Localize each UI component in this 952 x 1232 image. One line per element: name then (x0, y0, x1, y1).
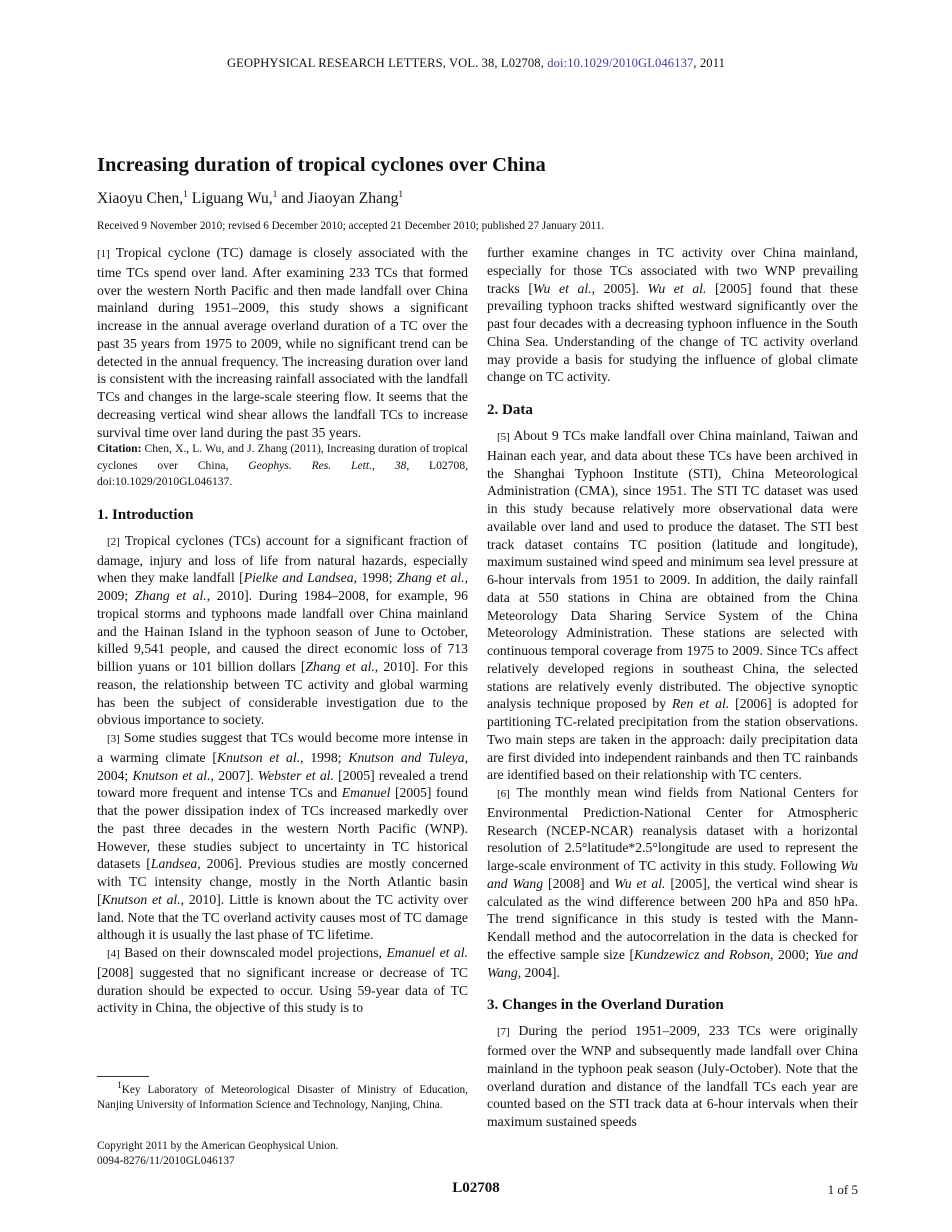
paragraph (97, 944, 468, 1017)
copyright-line: Copyright 2011 by the American Geophysical Union. (97, 1140, 339, 1152)
paragraph-number: [1] (97, 248, 110, 260)
right-column (487, 244, 858, 1131)
text-segment: , 1998; (300, 749, 349, 765)
journal-info: GEOPHYSICAL RESEARCH LETTERS, VOL. 38, L02708, (226, 56, 548, 70)
text-segment: Tropical cyclone (TC) damage is closely associated with the time TCs spend over land. After examining 233 TCs that formed over the western North Pacific and then made landfall over China mainland during 1951–2009, this study shows a significant increase in the annual average overland duration of a TC over the past 35 years from 1975 to 2009, while no significant trend can be detected in the annual frequency. The increasing duration over land is consistent with the increasing rainfall associated with the landfall TCs and changes in the large-scale steering flow. It seems that the decreasing vertical wind shear allows the landfall TCs to increase survival time over land during the past 35 years. (97, 245, 468, 440)
italic-text: Wu and Wang (487, 858, 858, 891)
affiliation-mark: 1 (272, 190, 278, 200)
text-segment: , 2005]. (591, 280, 648, 296)
author: and Jiaoyan Zhang (281, 190, 399, 208)
italic-text: Emanuel (341, 785, 391, 801)
text-segment: , 2010]. Little is known about the TC activity over land. Note that the TC overland activity causes most of TC damage although it is usually the last phase of TC lifetime. (97, 891, 468, 943)
section-heading: 2. Data (487, 402, 533, 418)
paragraph-number: [3] (107, 733, 120, 745)
text-segment: , L02708, doi:10.1029/2010GL046137. (97, 458, 469, 489)
paragraph (487, 244, 858, 386)
text-segment: [2005] found that these prevailing typhoon tracks shifted westward significantly over the past four decades with a decreasing typhoon influence in the South China Sea. Understanding of the change of TC activity overland may provide a basis for studying the influence of global climate change on TC activity. (487, 280, 859, 385)
text-segment: [2005] found that the power dissipation index of TCs increased markedly over the past three decades in the western North Pacific (WNP). However, these studies subject to uncertainty in TC historical datasets [ (97, 785, 468, 872)
text-segment: [2008] and (543, 875, 615, 891)
italic-text: Landsea (150, 856, 198, 872)
italic-text: Zhang et al. (134, 588, 207, 603)
text-segment: [2005], the vertical wind shear is calculated as the wind difference between 200 hPa and 850 hPa. The trend significance in this study is tested with the Mann-Kendall method and the autocorrelation in the data is checked for the effective sample size [ (487, 875, 858, 962)
copyright (97, 1139, 338, 1169)
text-segment: Based on their downscaled model projections, (119, 945, 387, 960)
affiliation-mark: 1 (398, 190, 404, 200)
text-segment: About 9 TCs make landfall over China mainland, Taiwan and Hainan each year, and data about these TCs have been archived in the Shanghai Typhoon Institute (STI), China Meteorological Administration (CMA), since 1951. The STI TC dataset was used in this study because relatively more observational data were available over land and used to produce the dataset. The STI best track dataset contains TC position (latitude and longitude), maximum sustained wind speed and minimum sea level pressure at 6-hour intervals from 1951 to 2009. In addition, the daily rainfall data at 550 stations in China are obtained from the China Meteorology Data Sharing Service System of the China Meteorology Administration. These stations are selected with continuous temporal coverage from 1975 to 2009. Since TCs affect relatively developed regions in southeast China, the selected stations are relatively evenly distributed. The objective synoptic analysis technique proposed by (487, 428, 858, 712)
paper-title: Increasing duration of tropical cyclones over China (97, 154, 546, 176)
paragraph-number: [6] (497, 788, 510, 800)
italic-text: Webster et al. (257, 767, 334, 783)
text-segment: , (371, 458, 395, 472)
text-segment: During the period 1951–2009, 233 TCs were originally formed over the WNP and subsequently made landfall over China mainland in the typhoon peak season (July-October). Note that the overland duration and distance of the landfall TCs each year are counted based on the STI track data at 6-hour intervals when their maximum sustained speeds (487, 1023, 858, 1129)
author: Liguang Wu, (191, 190, 273, 208)
italic-text: Geophys. Res. Lett. (248, 458, 372, 472)
section-heading: 1. Introduction (97, 506, 194, 523)
footnote-rule (97, 1076, 149, 1077)
italic-text: Knutson et al. (216, 749, 301, 765)
doi-link[interactable]: doi:10.1029/2010GL046137 (547, 56, 694, 70)
text-segment: further examine changes in TC activity over China mainland, especially for those TCs associated with two WNP prevailing tracks [ (487, 245, 858, 296)
italic-text: Emanuel et al. (386, 945, 468, 960)
author: Xiaoyu Chen, (97, 190, 184, 208)
paragraph (487, 427, 858, 784)
text-segment: [2005] revealed a trend toward more frequent and intense TCs and (97, 767, 468, 801)
year: , 2011 (693, 56, 726, 70)
text-segment: The monthly mean wind fields from National Centers for Environmental Prediction-National Center for Atmospheric Research (NCEP-NCAR) reanalysis dataset with a horizontal resolution of 2.5°latitude*2.5°longitude are used to represent the large-scale environment of TC activity in this study. Following (487, 785, 858, 873)
text-segment: Some studies suggest that TCs would become more intense in a warming climate [ (97, 730, 468, 765)
italic-text: Knutson et al. (101, 891, 181, 907)
section-heading: 3. Changes in the Overland Duration (487, 997, 724, 1014)
author-list (97, 190, 403, 208)
text-segment: [2006] is adopted for partitioning TC-related precipitation from the station observations. Two main steps are taken in the approach: daily precipitation data are first divided into independent rainbands and then TC rainbands are identified based on their relationship with TC centers. (487, 696, 858, 783)
received-dates: Received 9 November 2010; revised 6 December 2010; accepted 21 December 2010; published 27 January 2011. (97, 220, 605, 232)
italic-text: Ren et al. (672, 696, 730, 712)
italic-text: Wu et al. (647, 280, 707, 296)
text-segment: , 2006]. Previous studies are mostly concerned with TC intensity change, mostly in the North Atlantic basin [ (97, 856, 468, 907)
paragraph-number: [4] (107, 948, 120, 960)
footnote-mark: 1 (117, 1081, 122, 1091)
paragraph-number: [2] (107, 535, 120, 548)
paragraph (97, 244, 468, 441)
affiliation-footnote (97, 1076, 468, 1113)
text-segment: , 2010]. For this reason, the relationship between TC activity and global warming has been the subject of considerable investigation due to the obvious importance to society. (97, 659, 468, 728)
text-segment: Chen, X., L. Wu, and J. Zhang (2011), Increasing duration of tropical cyclones over China, (97, 442, 468, 472)
italic-text: Kundzewicz and Robson (634, 946, 771, 962)
paragraph (487, 784, 858, 981)
left-column (97, 244, 468, 1017)
text-segment: Tropical cyclones (TCs) account for a significant fraction of damage, injury and loss of life from natural hazards, especially when they make landfall [ (97, 532, 468, 586)
italic-text: Yue and Wang (487, 946, 859, 980)
text-segment: , 2000; (770, 946, 814, 962)
paragraph (97, 532, 468, 729)
page-number: 1 of 5 (827, 1182, 858, 1197)
running-head (0, 56, 952, 71)
text-segment: , 2009; (97, 570, 468, 603)
footer-article-id: L02708 (452, 1180, 500, 1196)
citation (97, 441, 468, 491)
italic-text: Knutson et al. (132, 767, 211, 783)
paragraph-number: [7] (497, 1026, 510, 1039)
italic-text: Wu et al. (614, 875, 666, 891)
italic-text: Wu et al. (532, 280, 592, 296)
italic-text: Knutson and Tuleya (348, 749, 465, 765)
italic-text: Pielke and Landsea (243, 570, 354, 586)
paragraph-number: [5] (497, 431, 510, 443)
paragraph (97, 729, 468, 944)
footnote-text: Key Laboratory of Meteorological Disaster of Ministry of Education, Nanjing University of Information Science and Technology, Nanjing, China. (97, 1083, 468, 1111)
text-segment: , 2010]. During 1984–2008, for example, 96 tropical storms and typhoons made landfall over China mainland and the Hainan Island in the typhoon season of June to October, killed 9,541 people, and caused the direct economic loss of 713 billion yuans or 101 billion dollars [ (97, 588, 468, 674)
text-segment: , 2004; (97, 749, 468, 783)
italic-text: 38 (394, 458, 407, 472)
text-segment: [2008] suggested that no significant increase or decrease of TC duration should be expected to occur. Using 59-year data of TC activity in China, the objective of this study is to (97, 964, 468, 1016)
text-segment: , 2007]. (210, 767, 258, 783)
citation-label: Citation: (97, 442, 142, 456)
affiliation-mark: 1 (183, 190, 188, 200)
issn-line: 0094-8276/11/2010GL046137 (97, 1155, 235, 1167)
text-segment: , 2004]. (517, 964, 560, 980)
text-segment: , 1998; (353, 570, 397, 586)
italic-text: Zhang et al. (305, 659, 375, 674)
italic-text: Zhang et al. (396, 570, 465, 586)
paragraph (487, 1022, 858, 1131)
